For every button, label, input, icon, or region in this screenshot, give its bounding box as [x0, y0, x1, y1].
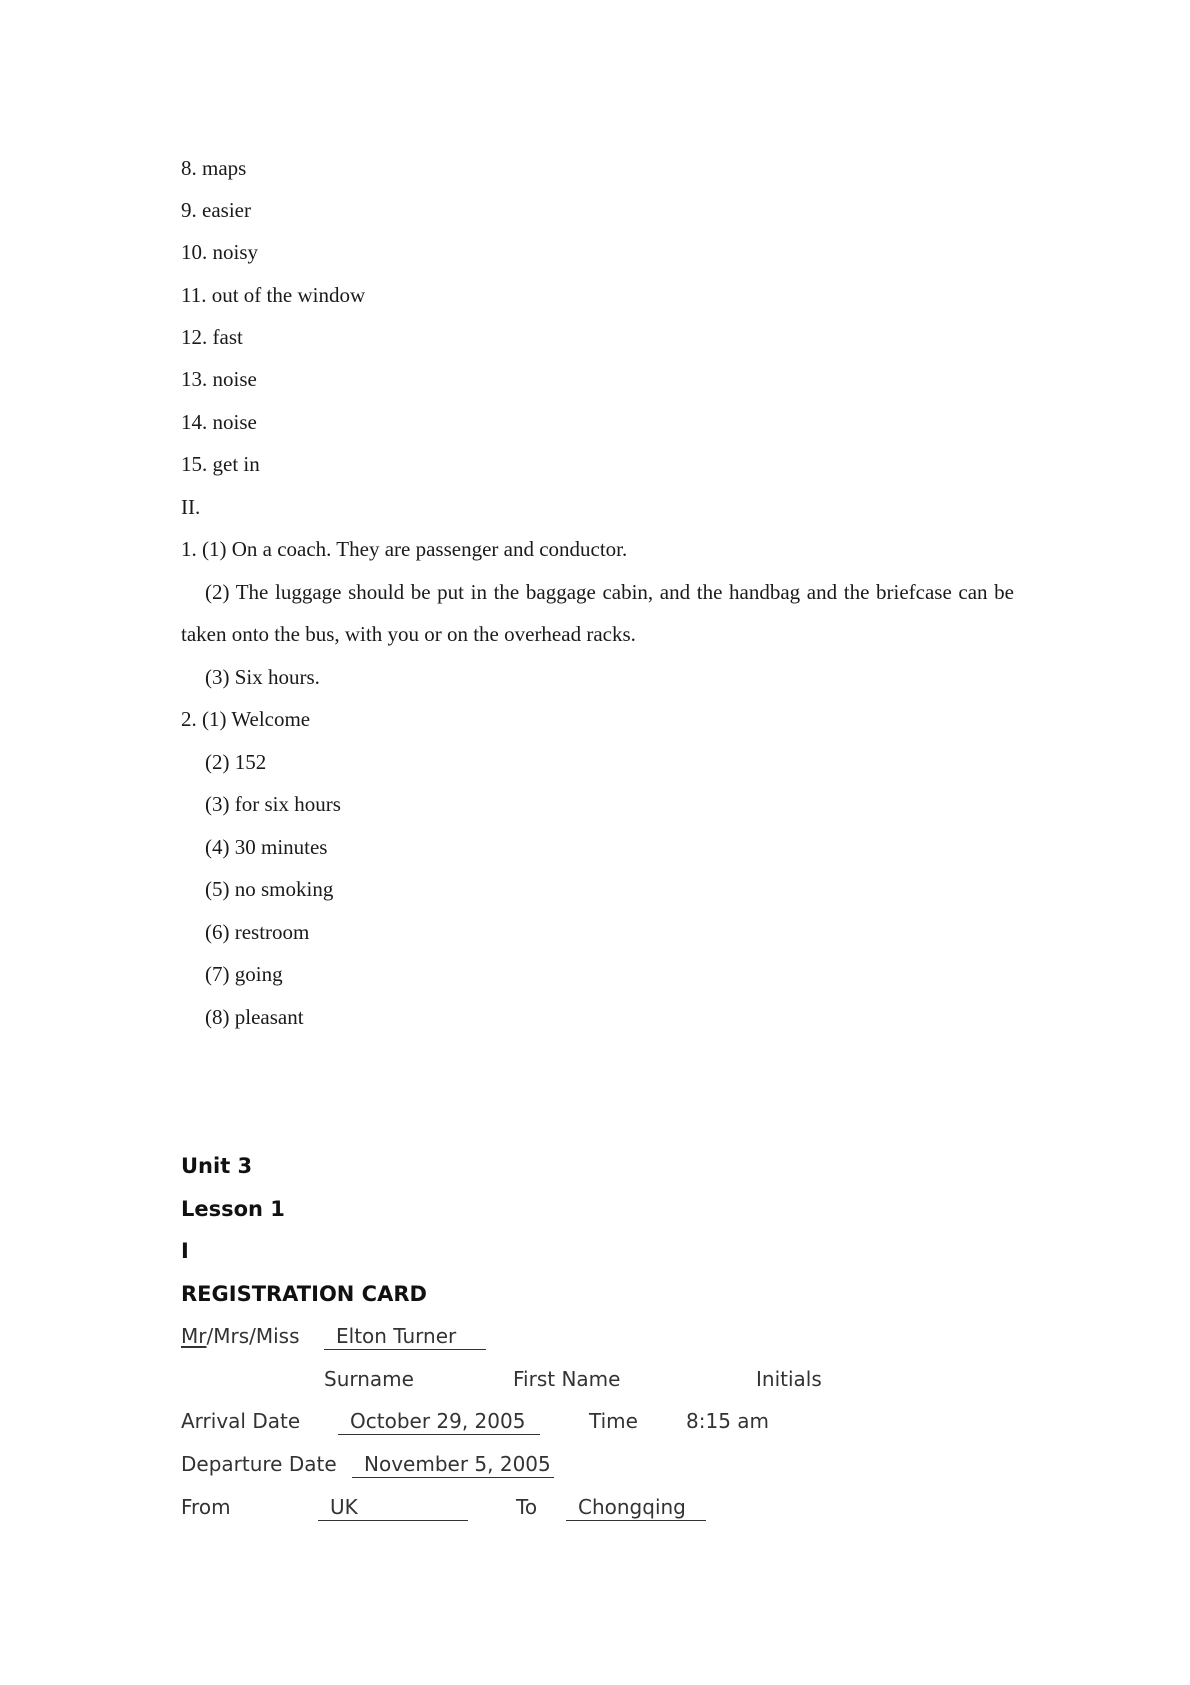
section-ii-label: II.: [181, 495, 201, 519]
q2-item-5: (5) no smoking: [205, 877, 334, 901]
answer-11: 11. out of the window: [181, 283, 366, 307]
first-name-label: First Name: [513, 1367, 621, 1391]
q2-item-8: (8) pleasant: [205, 1005, 304, 1029]
q2-item-4: (4) 30 minutes: [205, 835, 328, 859]
name-value: Elton Turner: [336, 1324, 457, 1348]
lesson-heading: Lesson 1: [181, 1197, 285, 1221]
time-value: 8:15 am: [686, 1409, 770, 1433]
q1-part1: 1. (1) On a coach. They are passenger and conductor.: [181, 537, 628, 561]
initials-label: Initials: [756, 1367, 822, 1391]
time-label: Time: [589, 1409, 638, 1433]
to-label: To: [516, 1495, 538, 1519]
departure-date-value: November 5, 2005: [364, 1452, 551, 1476]
answer-8: 8. maps: [181, 156, 247, 180]
answer-15: 15. get in: [181, 452, 260, 476]
surname-label: Surname: [324, 1367, 414, 1391]
title-options: [181, 1323, 300, 1349]
answer-12: 12. fast: [181, 325, 243, 349]
arrival-date-field: [338, 1408, 540, 1435]
q2-item-6: (6) restroom: [205, 920, 310, 944]
name-field: [324, 1323, 486, 1350]
q2-item-1: 2. (1) Welcome: [181, 707, 311, 731]
q2-item-2: (2) 152: [205, 750, 267, 774]
from-value: UK: [330, 1495, 358, 1519]
unit-heading: Unit 3: [181, 1154, 253, 1178]
q1-part2: (2) The luggage should be put in the baggage cabin, and the handbag and the briefcase can be taken onto the bus, with you or on the overhead racks.: [181, 580, 1014, 646]
answer-10: 10. noisy: [181, 240, 259, 264]
section-i-label: I: [181, 1239, 189, 1263]
title-mrs-miss: /Mrs/Miss: [206, 1324, 300, 1348]
arrival-date-label: Arrival Date: [181, 1409, 301, 1433]
q2-item-3: (3) for six hours: [205, 792, 341, 816]
q1-part3: (3) Six hours.: [205, 665, 320, 689]
answer-9: 9. easier: [181, 198, 251, 222]
q2-item-7: (7) going: [205, 962, 283, 986]
from-label: From: [181, 1495, 231, 1519]
arrival-date-value: October 29, 2005: [350, 1409, 526, 1433]
answer-14: 14. noise: [181, 410, 257, 434]
departure-date-label: Departure Date: [181, 1452, 337, 1476]
registration-card-title: REGISTRATION CARD: [181, 1282, 427, 1306]
title-mr-selected: Mr: [181, 1324, 207, 1348]
to-value: Chongqing: [578, 1495, 686, 1519]
to-field: [566, 1494, 706, 1521]
from-field: [318, 1494, 468, 1521]
answer-13: 13. noise: [181, 367, 257, 391]
departure-date-field: [352, 1451, 554, 1478]
